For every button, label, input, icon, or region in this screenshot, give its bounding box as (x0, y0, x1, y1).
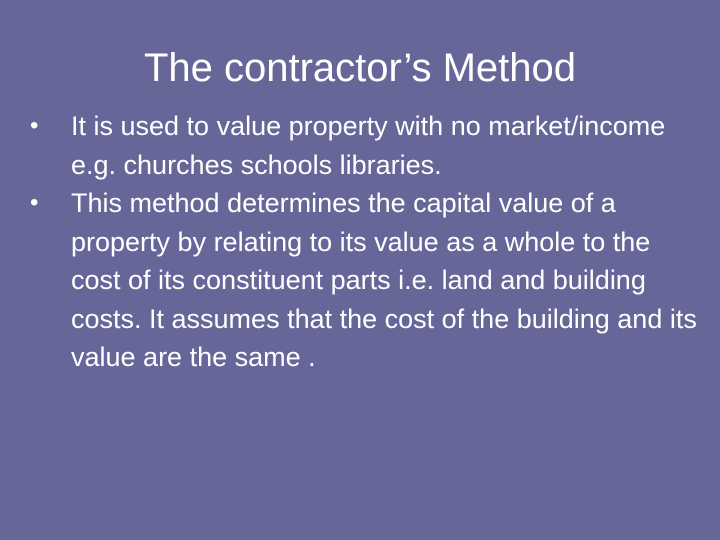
bullet-list (30, 107, 700, 377)
bullet-item (30, 184, 700, 377)
bullet-text: It is used to value property with no market/income e.g. churches schools libraries. (71, 111, 666, 180)
slide-title: The contractor’s Method (143, 46, 577, 90)
bullet-icon: • (30, 189, 39, 216)
bullet-item (30, 107, 700, 184)
bullet-text: This method determines the capital value of a property by relating to its value as a whole to the cost of its constituent parts i.e. land and building costs. It assumes that the cost of the building and its value are the same . (71, 188, 697, 372)
bullet-icon: • (30, 112, 39, 139)
